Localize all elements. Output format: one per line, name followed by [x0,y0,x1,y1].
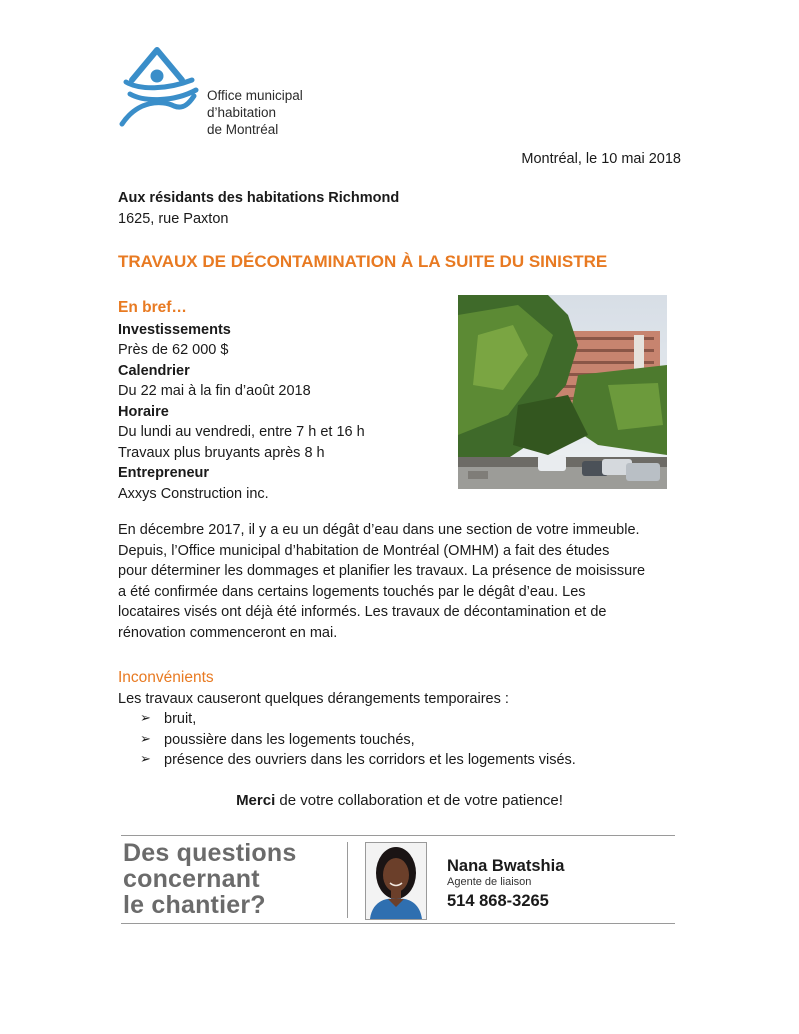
brief-heading: En bref… [118,299,187,316]
questions-heading [123,840,296,918]
avatar [365,842,427,920]
brief-value: Travaux plus bruyants après 8 h [118,444,325,461]
inconvenients-section [118,668,688,771]
thanks-line [0,791,799,812]
recipient-block [118,188,399,229]
brief-value: Du lundi au vendredi, entre 7 h et 16 h [118,424,365,440]
questions-line: Des questions [123,839,297,867]
brief-label: Entrepreneur [118,465,210,481]
contact-name: Nana Bwatshia [447,857,565,875]
body-paragraph [118,520,688,643]
contact-phone: 514 868-3265 [447,892,549,910]
brief-label: Investissements [118,321,231,338]
org-name-line: de Montréal [207,122,279,137]
letter-title: TRAVAUX DE DÉCONTAMINATION À LA SUITE DU SINISTRE [118,252,608,271]
brief-label: Calendrier [118,362,190,379]
org-name-line: Office municipal [207,88,303,103]
body-line: En décembre 2017, il y a eu un dégât d’eau dans une section de votre immeuble. [118,522,640,538]
body-line: locataires visés ont déjà été informés. Les travaux de décontamination et de [118,604,607,620]
list-item: ➢ poussière dans les logements touchés, [140,730,688,751]
contact-role: Agente de liaison [447,876,532,888]
brief-value: Près de 62 000 $ [118,342,229,358]
contact-divider [347,842,348,918]
org-name-line: d’habitation [207,105,277,120]
recipient-name: Aux résidants des habitations Richmond [118,190,400,206]
list-item: ➢ présence des ouvriers dans les corridors et les logements visés. [140,750,688,771]
contact-bottom-rule [121,923,675,924]
brief-value: Du 22 mai à la fin d’août 2018 [118,383,311,399]
recipient-address: 1625, rue Paxton [118,210,229,227]
body-line: a été confirmée dans certains logements touchés par le dégât d’eau. Les [118,583,586,600]
brief-label: Horaire [118,403,169,420]
brief-section [118,298,365,504]
inconvenients-intro: Les travaux causeront quelques dérangements temporaires : [118,690,509,707]
inconvenients-heading: Inconvénients [118,669,214,686]
body-line: pour déterminer les dommages et planifier les travaux. La présence de moisissure [118,563,646,579]
building-photo [458,295,667,489]
brief-value: Axxys Construction inc. [118,485,269,502]
questions-line: le chantier? [123,891,266,919]
letter-date: Montréal, le 10 mai 2018 [521,151,681,167]
questions-line: concernant [123,865,260,893]
thanks-bold: Merci [236,792,276,809]
omhm-logo-icon [114,44,200,130]
inconvenients-list [118,709,688,771]
body-line: Depuis, l’Office municipal d’habitation de Montréal (OMHM) a fait des études [118,542,610,559]
contact-top-rule [121,835,675,836]
list-item: ➢ bruit, [140,709,688,730]
org-name [207,87,303,138]
body-line: rénovation commenceront en mai. [118,624,338,641]
thanks-rest: de votre collaboration et de votre patience! [275,792,563,809]
